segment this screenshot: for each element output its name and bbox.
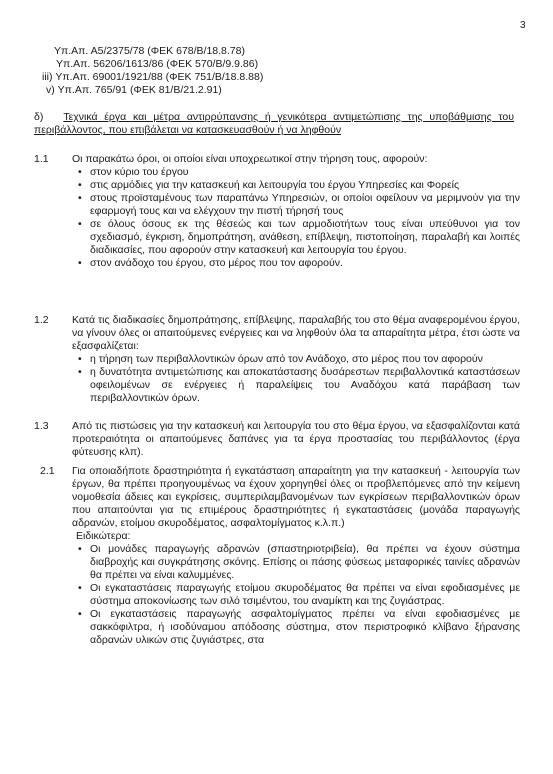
paragraph-2-1	[34, 465, 520, 647]
section-label: δ)	[34, 111, 44, 123]
list-item: • στον ανάδοχο του έργου, στο μέρος που τον αφορούν.	[72, 257, 520, 270]
list-item: • στις αρμόδιες για την κατασκευή και λειτουργία του έργου Υπηρεσίες και Φορείς	[72, 179, 520, 192]
section-title: Τεχνικά έργα και μέτρα αντιρρύπανσης ή γενικότερα αντιμετώπισης της υποβάθμισης του περιβάλλοντος, που επιβάλεται να κατασκευασθούν ή να ληφθούν	[34, 111, 515, 136]
paragraph-number: 2.1	[40, 465, 55, 477]
paragraph-1-2	[34, 314, 520, 405]
paragraph-text: Από τις πιστώσεις για την κατασκευή και λειτουργία του στο θέμα έργου, να εξασφαλίζονται κατά προτεραιότητα οι απαιτούμενες δαπάνες για τα έργα προστασίας του περιβάλλοντος (έργα φύτευσης κλπ).	[72, 420, 520, 458]
reference-line: Υπ.Απ. 56206/1613/86 (ΦΕΚ 570/Β/9.9.86)	[56, 58, 259, 70]
page-number: 3	[520, 20, 526, 31]
list-item: • στον κύριο του έργου	[72, 166, 520, 179]
list-item: • η δυνατότητα αντιμετώπισης και αποκατάστασης δυσάρεστων περιβαλλοντικά καταστάσεων οφειλομένων σε ενέργειες ή παραλείψεις του Αναδόχου κατά παράβαση των περιβαλλοντικών όρων.	[72, 366, 520, 405]
reference-line: iii) Υπ.Απ. 69001/1921/88 (ΦΕΚ 751/Β/18.8.88)	[42, 71, 264, 83]
paragraph-1-1	[34, 153, 520, 270]
paragraph-text: Οι παρακάτω όροι, οι οποίοι είναι υποχρεωτικοί στην τήρηση τους, αφορούν:	[72, 153, 428, 165]
section-d-heading	[34, 111, 514, 137]
list-item: • η τήρηση των περιβαλλοντικών όρων από τον Ανάδοχο, στο μέρος που τον αφορούν	[72, 353, 520, 366]
list-item: • στους προϊσταμένους των παραπάνω Υπηρεσιών, οι οποίοι οφείλουν να μεριμνούν για την εφαρμογή τους και να ελέγχουν την πιστή τήρησή τους	[72, 192, 520, 218]
references-list	[42, 45, 264, 97]
bullet-list	[72, 543, 520, 647]
list-item: • Οι εγκαταστάσεις παραγωγής ετοίμου σκυροδέματος θα πρέπει να είναι εφοδιασμένες με σύστημα αποκονίωσης των σιλό τσιμέντου, του αναμίκτη και της ζυγιάστρας.	[72, 582, 520, 608]
subheading: Ειδικώτερα:	[76, 530, 131, 542]
paragraph-number: 1.3	[34, 420, 49, 432]
paragraph-text: Κατά τις διαδικασίες δημοπράτησης, επίβλεψης, παραλαβής του στο θέμα αναφερομένου έργου, να γίνουν όλες οι απαιτούμενες ενέργειες και να ληφθούν όλα τα απαραίτητα μέτρα, έτσι ώστε να εξασφαλίζεται:	[72, 314, 520, 352]
list-item: • Οι εγκαταστάσεις παραγωγής ασφαλτομίγματος πρέπει να είναι εφοδιασμένες με σακκόφιλτρα, ή ισοδύναμου απόδοσης σύστημα, στον περιστροφικό κλίβανο ξήρανσης αδρανών υλικών στις ζυγιάστρες, στα	[72, 608, 520, 647]
bullet-list	[72, 353, 520, 405]
list-item: • Οι μονάδες παραγωγής αδρανών (σπαστηριοτριβεία), θα πρέπει να έχουν σύστημα διαβροχής και συγκράτησης σκόνης. Επίσης οι πάσης φύσεως μεταφορικές ταινίες αδρανών θα πρέπει να είναι καλυμμένες.	[72, 543, 520, 582]
paragraph-text: Για οποιαδήποτε δραστηριότητα ή εγκατάσταση απαραίτητη για την κατασκευή - λειτουργία των έργων, θα πρέπει προηγουμένως να έχουν χορηγηθεί όλες οι προβλεπόμενες από την κείμενη νομοθεσία άδειες και εγκρίσεις, συμπεριλαμβανομένων των εγκρίσεων περιβαλλοντικών όρων που απαιτούνται για τις επιμέρους δραστηριότητες ή εγκαταστάσεις (μονάδα παραγωγής αδρανών, ετοίμου σκυροδέματος, ασφαλτομίγματος κ.λ.π.)	[72, 465, 520, 529]
reference-line: Υπ.Απ. Α5/2375/78 (ΦΕΚ 678/Β/18.8.78)	[54, 45, 245, 57]
list-item: • σε όλους όσους εκ της θέσεώς και των αρμοδιοτήτων τους είναι υπεύθυνοι για τον σχεδιασμό, έγκριση, δημοπράτηση, ανάθεση, επίβλεψη, πιστοποίηση, παραλαβή και λοιπές διαδικασίες, που αφορούν στην κατασκευή και λειτουργία του έργου.	[72, 218, 520, 257]
paragraph-number: 1.1	[34, 153, 49, 165]
paragraph-1-3	[34, 420, 520, 459]
reference-line: v) Υπ.Απ. 765/91 (ΦΕΚ 81/Β/21.2.91)	[46, 84, 222, 96]
paragraph-number: 1.2	[34, 314, 49, 326]
bullet-list	[72, 166, 520, 270]
